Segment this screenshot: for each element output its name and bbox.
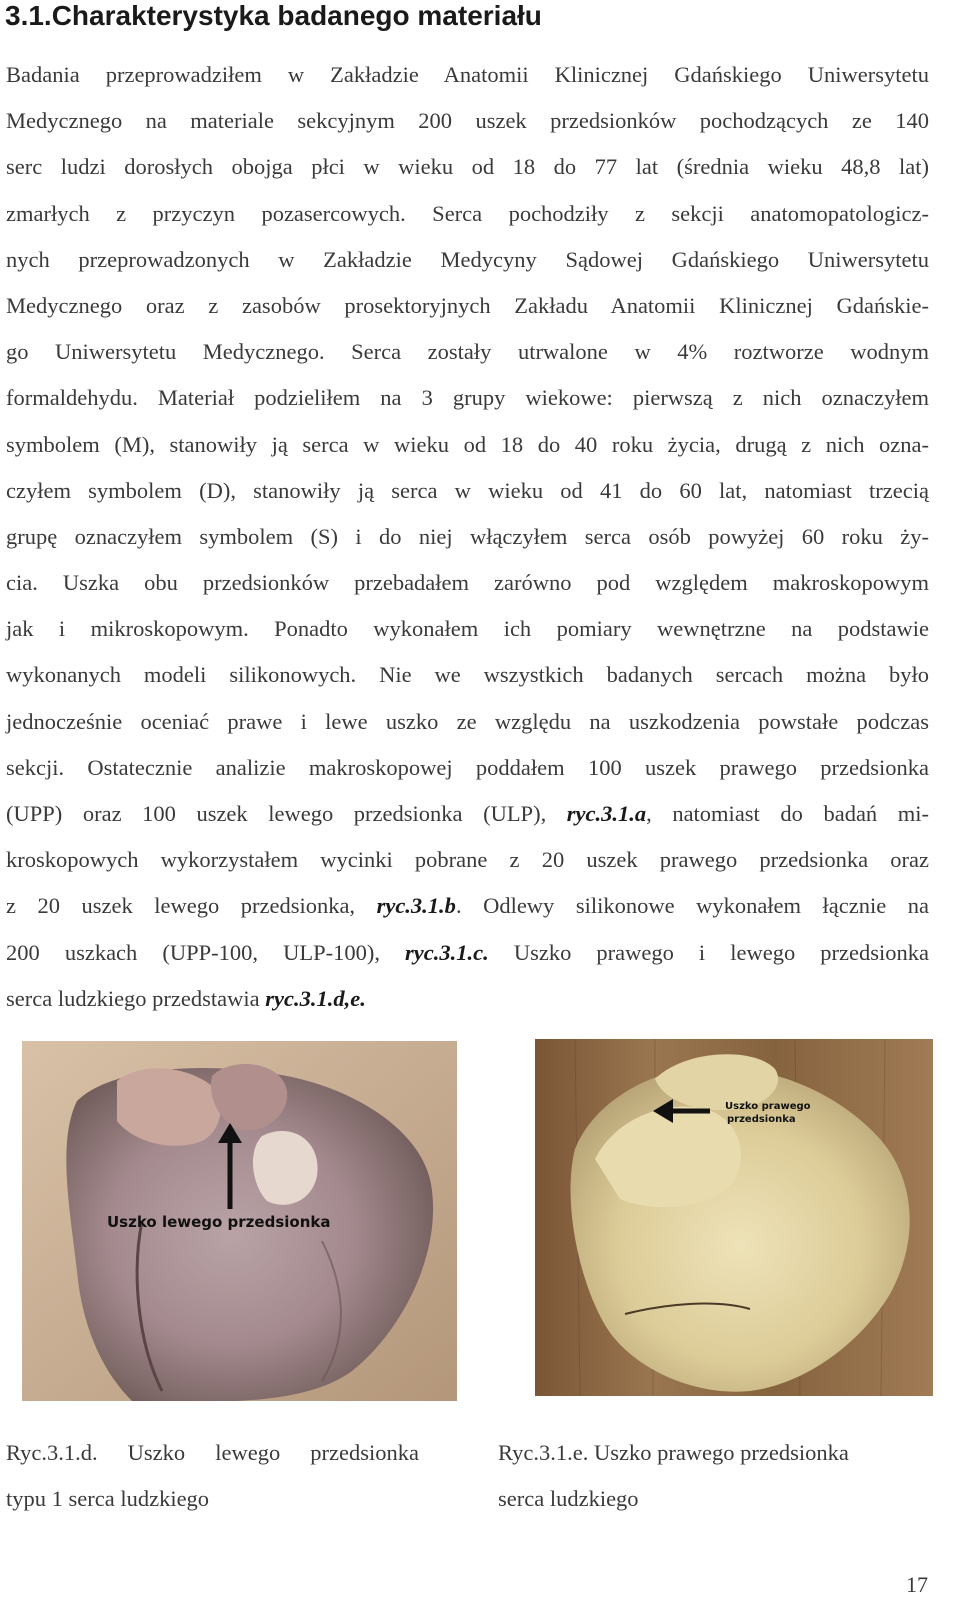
- paragraph-line: symbolem (M), stanowiły ją serca w wieku od 18 do 40 roku życia, drugą z nich ozna-: [6, 431, 929, 457]
- paragraph-line: z 20 uszek lewego przedsionka, ryc.3.1.b. Odlewy silikonowe wykonałem łącznie na: [6, 893, 929, 919]
- photo-label-left: Uszko lewego przedsionka: [107, 1213, 331, 1231]
- photo-left-atrial-appendage: [22, 1041, 457, 1401]
- photo-label-right-line2: przedsionka: [727, 1114, 796, 1125]
- photo-right-atrial-appendage: [535, 1039, 933, 1396]
- caption-line: Ryc.3.1.e. Uszko prawego przedsionka: [498, 1440, 849, 1465]
- figure-reference: ryc.3.1.b: [376, 893, 456, 919]
- paragraph-line: zmarłych z przyczyn pozasercowych. Serca pochodziły z sekcji anatomopatologicz-: [6, 200, 929, 226]
- paragraph-line: 200 uszkach (UPP-100, ULP-100), ryc.3.1.c. Uszko prawego i lewego przedsionka: [6, 939, 930, 965]
- paragraph-line: czyłem symbolem (D), stanowiły ją serca w wieku od 41 do 60 lat, natomiast trzecią: [6, 477, 929, 503]
- paragraph-line: (UPP) oraz 100 uszek lewego przedsionka (ULP), ryc.3.1.a, natomiast do badań mi-: [6, 801, 929, 826]
- paragraph-line: go Uniwersytetu Medycznego. Serca zostały utrwalone w 4% roztworze wodnym: [6, 339, 929, 365]
- section-heading: 3.1.Charakterystyka badanego materiału: [5, 0, 542, 31]
- paragraph-line: formaldehydu. Materiał podzieliłem na 3 grupy wiekowe: pierwszą z nich oznaczyłem: [6, 385, 929, 411]
- photo-label-right-line1: Uszko prawego: [725, 1101, 811, 1112]
- caption-line: Ryc.3.1.d. Uszko lewego przedsionka: [6, 1440, 419, 1465]
- paragraph-line: sekcji. Ostatecznie analizie makroskopowej poddałem 100 uszek prawego przedsionka: [6, 754, 929, 780]
- figure-reference: ryc.3.1.a: [566, 801, 647, 826]
- paragraph-line: jak i mikroskopowym. Ponadto wykonałem ich pomiary wewnętrzne na podstawie: [6, 616, 929, 642]
- figure-caption-left: [6, 1430, 419, 1522]
- paragraph-line: nych przeprowadzonych w Zakładzie Medycyny Sądowej Gdańskiego Uniwersytetu: [6, 246, 929, 272]
- paragraph-line: serca ludzkiego przedstawia ryc.3.1.d,e.: [6, 985, 366, 1011]
- paragraph-line: jednocześnie oceniać prawe i lewe uszko ze względu na uszkodzenia powstałe podczas: [6, 708, 929, 734]
- paragraph-line: cia. Uszka obu przedsionków przebadałem zarówno pod względem makroskopowym: [6, 570, 929, 596]
- heart-photo-left-illustration: [22, 1041, 457, 1401]
- caption-line: serca ludzkiego: [498, 1486, 639, 1511]
- paragraph-line: wykonanych modeli silikonowych. Nie we wszystkich badanych sercach można było: [6, 662, 929, 688]
- heart-photo-right-illustration: [535, 1039, 933, 1396]
- figure-caption-right: [498, 1430, 918, 1522]
- paragraph-line: grupę oznaczyłem symbolem (S) i do niej włączyłem serca osób powyżej 60 roku ży-: [6, 523, 929, 549]
- caption-line: typu 1 serca ludzkiego: [6, 1486, 210, 1511]
- body-paragraph: [6, 52, 929, 1022]
- paragraph-line: kroskopowych wykorzystałem wycinki pobrane z 20 uszek prawego przedsionka oraz: [6, 847, 929, 873]
- figure-reference: ryc.3.1.d,e.: [265, 985, 366, 1011]
- figure-reference: ryc.3.1.c.: [405, 939, 489, 965]
- paragraph-line: Medycznego oraz z zasobów prosektoryjnych Zakładu Anatomii Klinicznej Gdańskie-: [6, 292, 929, 318]
- paragraph-line: Medycznego na materiale sekcyjnym 200 uszek przedsionków pochodzących ze 140: [6, 108, 929, 134]
- paragraph-line: serc ludzi dorosłych obojga płci w wieku od 18 do 77 lat (średnia wieku 48,8 lat): [6, 154, 929, 180]
- paragraph-line: Badania przeprowadziłem w Zakładzie Anatomii Klinicznej Gdańskiego Uniwersytetu: [6, 62, 929, 87]
- page-number: 17: [906, 1572, 928, 1597]
